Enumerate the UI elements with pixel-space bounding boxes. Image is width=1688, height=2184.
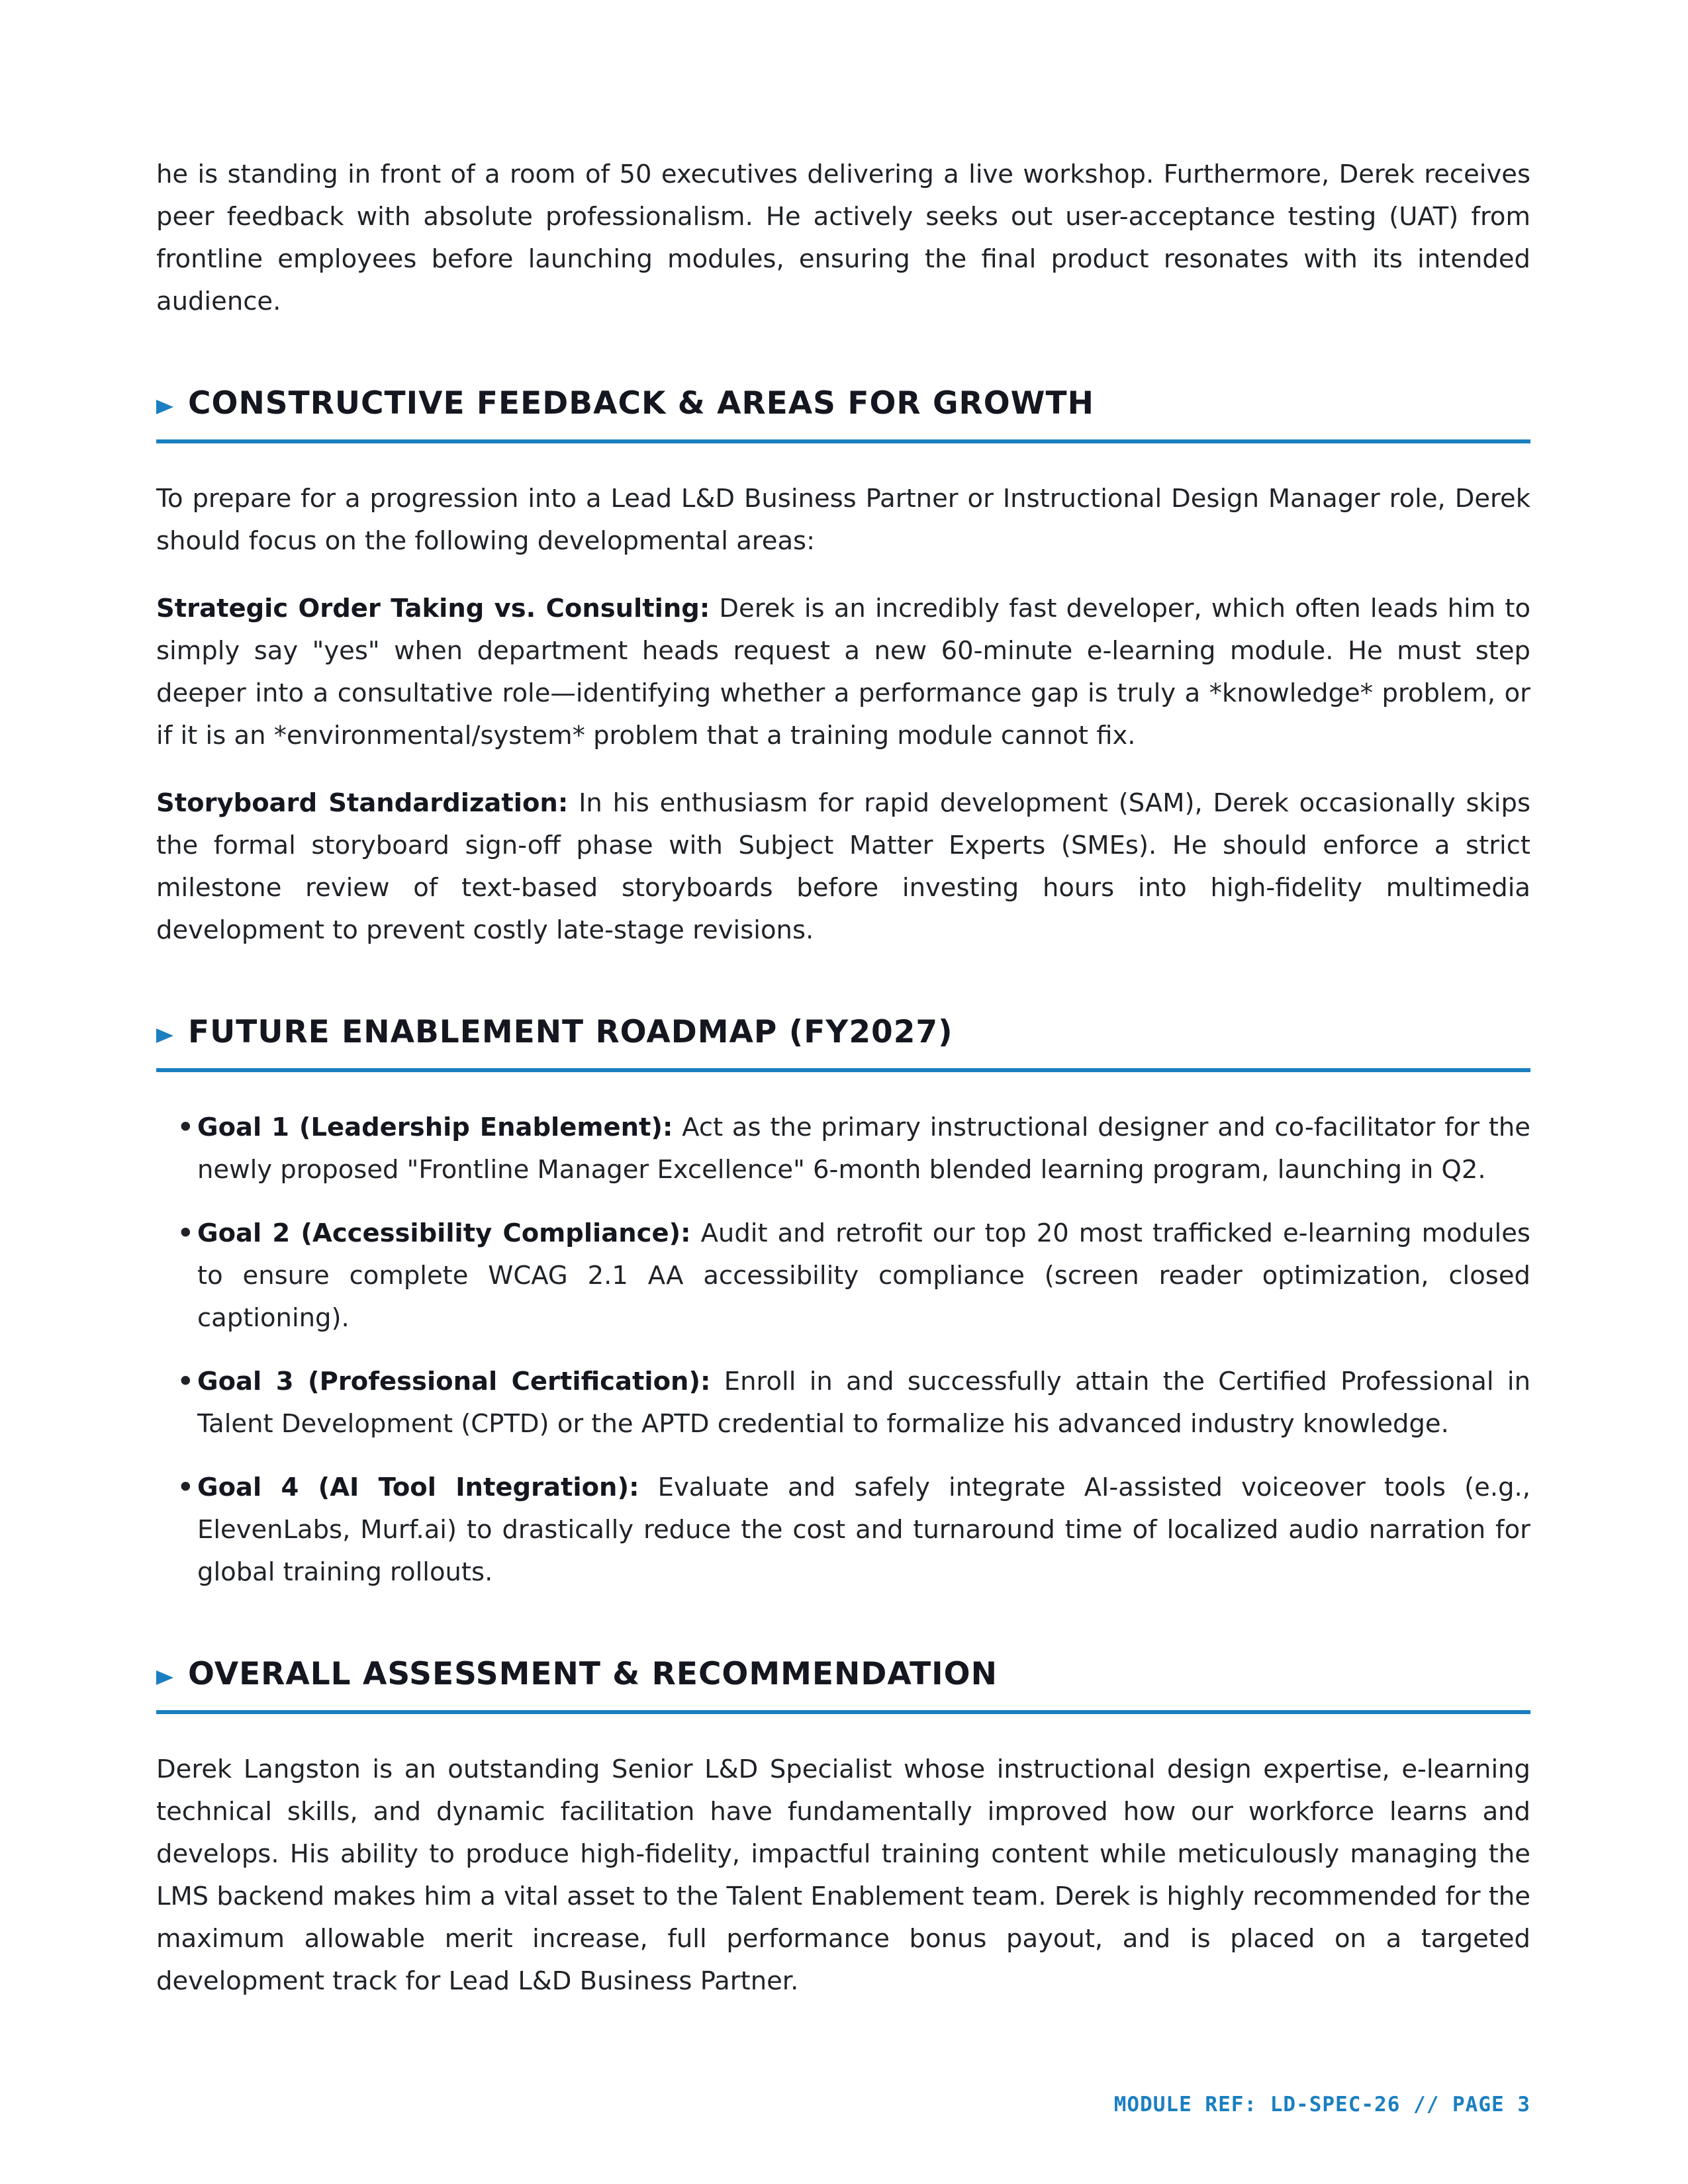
list-item xyxy=(156,1467,1530,1594)
bullet-icon: • xyxy=(177,1218,194,1248)
assessment-paragraph: Derek Langston is an outstanding Senior L&D Specialist whose instructional design expertise, e-learning technical skills, and dynamic facilitation have fundamentally improved how our workforce learns and develops. His ability to produce high-fidelity, impactful training content while meticulously managing the LMS backend makes him a vital asset to the Talent Enablement team. Derek is highly recommended for the maximum allowable merit increase, full performance bonus payout, and is placed on a targeted development track for Lead L&D Business Partner. xyxy=(156,1754,1530,1996)
section-title: FUTURE ENABLEMENT ROADMAP (FY2027) xyxy=(188,1014,953,1050)
list-item xyxy=(156,1107,1530,1191)
page-footer: MODULE REF: LD-SPEC-26 // PAGE 3 xyxy=(1113,2093,1530,2116)
section-heading-roadmap xyxy=(156,1013,1530,1072)
bullet-icon: • xyxy=(177,1367,194,1396)
roadmap-goal-list xyxy=(156,1107,1530,1594)
feedback-body xyxy=(156,478,1530,952)
section-heading-assessment xyxy=(156,1655,1530,1714)
feedback-item xyxy=(156,782,1530,952)
intro-paragraph: he is standing in front of a room of 50 executives delivering a live workshop. Furthermore, Derek receives peer feedback with absolute professionalism. He actively seeks out user-acceptance testing (UAT) from frontline employees before launching modules, ensuring the final product resonates with its intended audience. xyxy=(156,159,1530,316)
section-title: OVERALL ASSESSMENT & RECOMMENDATION xyxy=(188,1656,998,1692)
bullet-icon: • xyxy=(177,1473,194,1502)
goal-text: Audit and retrofit our top 20 most trafficked e-learning modules to ensure complete WCAG 2.1 AA accessibility compliance (screen reader optimization, closed captioning). xyxy=(197,1218,1530,1333)
goal-text: Evaluate and safely integrate AI-assisted voiceover tools (e.g., ElevenLabs, Murf.ai) to drastically reduce the cost and turnaround time of localized audio narration for global training rollouts. xyxy=(197,1473,1530,1587)
section-heading-feedback xyxy=(156,384,1530,443)
feedback-item-label: Storyboard Standardization: xyxy=(156,788,569,818)
triangle-right-icon xyxy=(156,1028,173,1043)
triangle-right-icon xyxy=(156,1670,173,1685)
triangle-right-icon xyxy=(156,400,173,414)
list-item xyxy=(156,1361,1530,1445)
section-title: CONSTRUCTIVE FEEDBACK & AREAS FOR GROWTH xyxy=(188,385,1094,422)
goal-label: Goal 4 (AI Tool Integration): xyxy=(197,1473,639,1502)
feedback-item xyxy=(156,588,1530,757)
bullet-icon: • xyxy=(177,1113,194,1142)
goal-text: Act as the primary instructional designer and co-facilitator for the newly proposed "Frontline Manager Excellence" 6-month blended learning program, launching in Q2. xyxy=(197,1113,1530,1185)
goal-text: Enroll in and successfully attain the Certified Professional in Talent Development (CPTD) or the APTD credential to formalize his advanced industry knowledge. xyxy=(197,1367,1530,1439)
goal-label: Goal 2 (Accessibility Compliance): xyxy=(197,1218,691,1248)
feedback-item-text: Derek is an incredibly fast developer, which often leads him to simply say "yes" when department heads request a new 60-minute e-learning module. He must step deeper into a consultative role—identifying whether a performance gap is truly a *knowledge* problem, or if it is an *environmental/system* problem that a training module cannot fix. xyxy=(156,594,1531,751)
feedback-intro: To prepare for a progression into a Lead L&D Business Partner or Instructional Design Manager role, Derek should focus on the following developmental areas: xyxy=(156,484,1530,556)
feedback-item-text: In his enthusiasm for rapid development (SAM), Derek occasionally skips the formal storyboard sign-off phase with Subject Matter Experts (SMEs). He should enforce a strict milestone review of text-based storyboards before investing hours into high-fidelity multimedia development to prevent costly late-stage revisions. xyxy=(156,788,1530,945)
goal-label: Goal 1 (Leadership Enablement): xyxy=(197,1113,673,1142)
feedback-item-label: Strategic Order Taking vs. Consulting: xyxy=(156,594,710,623)
page-content xyxy=(156,154,1530,2003)
goal-label: Goal 3 (Professional Certification): xyxy=(197,1367,711,1396)
list-item xyxy=(156,1212,1530,1340)
